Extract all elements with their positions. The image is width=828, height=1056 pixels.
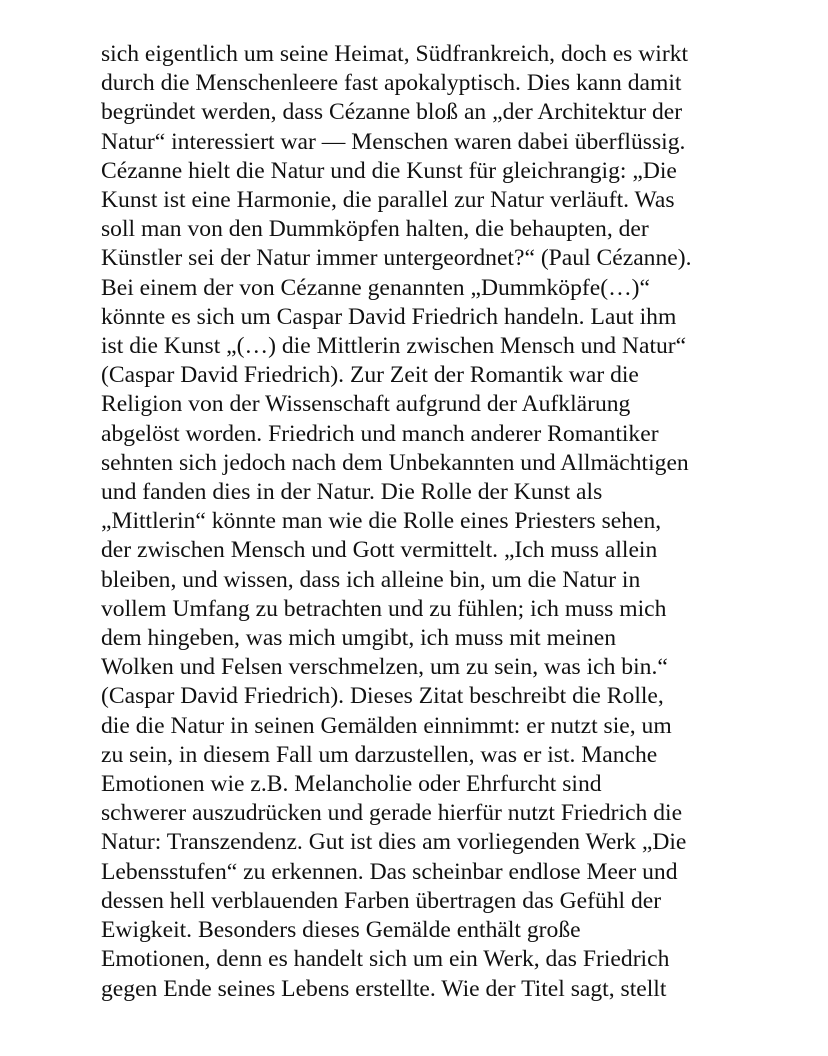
text-line: sehnten sich jedoch nach dem Unbekannten und Allmächtigen [101,449,689,476]
text-line: Ewigkeit. Besonders dieses Gemälde enthält große [101,917,581,944]
text-line: gegen Ende seines Lebens erstellte. Wie der Titel sagt, stellt [101,975,667,1002]
text-line: abgelöst worden. Friedrich und manch anderer Romantiker [101,420,659,447]
text-line: Natur“ interessiert war — Menschen waren dabei überflüssig. [101,128,686,155]
text-line: schwerer auszudrücken und gerade hierfür nutzt Friedrich die [101,800,683,827]
text-line: zu sein, in diesem Fall um darzustellen, was er ist. Manche [101,741,658,768]
text-line: vollem Umfang zu betrachten und zu fühlen; ich muss mich [101,595,667,622]
text-line: Künstler sei der Natur immer untergeordnet?“ (Paul Cézanne). [101,245,692,272]
text-line: (Caspar David Friedrich). Dieses Zitat beschreibt die Rolle, [101,683,664,710]
text-line: soll man von den Dummköpfen halten, die behaupten, der [101,216,649,243]
text-line: bleiben, und wissen, dass ich alleine bin, um die Natur in [101,566,641,593]
text-line: ist die Kunst „(…) die Mittlerin zwischen Mensch und Natur“ [101,333,687,360]
text-line: Lebensstufen“ zu erkennen. Das scheinbar endlose Meer und [101,858,678,885]
text-line: die die Natur in seinen Gemälden einnimmt: er nutzt sie, um [101,712,672,739]
text-line: und fanden dies in der Natur. Die Rolle der Kunst als [101,479,603,506]
text-line: Emotionen, denn es handelt sich um ein Werk, das Friedrich [101,946,670,973]
text-line: Kunst ist eine Harmonie, die parallel zur Natur verläuft. Was [101,187,675,214]
text-line: Wolken und Felsen verschmelzen, um zu sein, was ich bin.“ [101,654,668,681]
text-line: begründet werden, dass Cézanne bloß an „der Architektur der [101,99,683,126]
text-line: sich eigentlich um seine Heimat, Südfrankreich, doch es wirkt [101,41,689,67]
text-line: Bei einem der von Cézanne genannten „Dummköpfe(…)“ [101,274,651,301]
text-line: dem hingeben, was mich umgibt, ich muss mit meinen [101,625,617,652]
text-line: „Mittlerin“ könnte man wie die Rolle eines Priesters sehen, [101,508,662,535]
text-line: Emotionen wie z.B. Melancholie oder Ehrfurcht sind [101,771,602,798]
text-line: könnte es sich um Caspar David Friedrich handeln. Laut ihm [101,303,677,330]
text-line: Natur: Transzendenz. Gut ist dies am vorliegenden Werk „Die [101,829,687,856]
text-line: dessen hell verblauenden Farben übertragen das Gefühl der [101,887,662,914]
text-line: durch die Menschenleere fast apokalyptisch. Dies kann damit [101,70,682,97]
text-line: der zwischen Mensch und Gott vermittelt. „Ich muss allein [101,537,658,564]
text-line: (Caspar David Friedrich). Zur Zeit der Romantik war die [101,362,639,389]
text-line: Cézanne hielt die Natur und die Kunst für gleichrangig: „Die [101,157,677,184]
text-line: Religion von der Wissenschaft aufgrund der Aufklärung [101,391,631,418]
body-text [101,40,741,1004]
